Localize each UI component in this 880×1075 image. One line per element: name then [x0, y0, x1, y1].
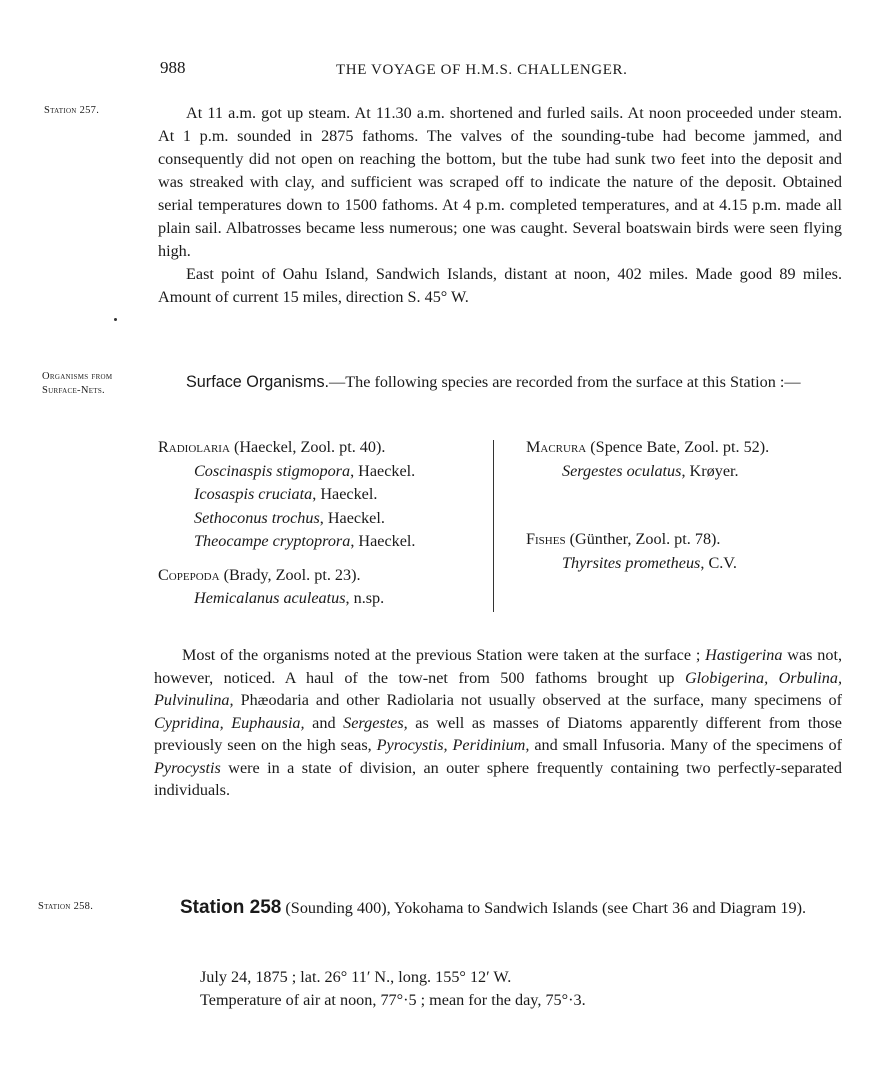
intro-text: —The following species are recorded from the surface at this Station :—: [329, 373, 801, 391]
station-258-heading: [154, 896, 842, 920]
species-item: Sethoconus trochus, Haeckel.: [194, 508, 385, 527]
page-number: 988: [160, 58, 186, 77]
ink-speck: [114, 318, 117, 321]
species-item: Hemicalanus aculeatus, n.sp.: [194, 589, 385, 607]
species-item: Coscinaspis stigmopora, Haeckel.: [194, 461, 416, 480]
column-divider: [493, 440, 494, 612]
margin-note-line: Surface-Nets.: [42, 385, 105, 396]
group-heading-macrura: Macrura (Spence Bate, Zool. pt. 52).: [526, 438, 770, 456]
running-title: THE VOYAGE OF H.M.S. CHALLENGER.: [336, 62, 628, 78]
species-item: Thyrsites prometheus, C.V.: [562, 553, 737, 572]
group-heading-fishes: Fishes (Günther, Zool. pt. 78).: [526, 530, 721, 548]
species-item: Icosaspis cruciata, Haeckel.: [194, 485, 378, 503]
paragraph: At 11 a.m. got up steam. At 11.30 a.m. shortened and furled sails. At noon proceeded under steam. At 1 p.m. sounded in 2875 fathoms. The valves of the sounding-tube had become jammed, and consequently did not open on reaching the bottom, but the tube had sunk two feet into the deposit and was streaked with clay, and sufficient was scraped off to indicate the nature of the deposit. Obtained serial temperatures down to 1500 fathoms. At 4 p.m. completed temperatures, and at 4.15 p.m. made all plain sail. Albatrosses became less numerous; one was caught. Several boatswain birds were seen flying high.: [158, 104, 842, 260]
species-column-right: [526, 436, 846, 575]
section-heading: Surface Organisms.: [186, 373, 330, 391]
station-title: Station 258: [180, 897, 282, 918]
station-date-position: July 24, 1875 ; lat. 26° 11′ N., long. 155° 12′ W.: [200, 968, 512, 986]
species-item: Sergestes oculatus, Krøyer.: [562, 461, 739, 480]
species-column-left: [158, 436, 488, 611]
margin-note-organisms: [42, 370, 112, 398]
organisms-paragraph: Most of the organisms noted at the previous Station were taken at the surface ; Hastigerina was not, however, noticed. A haul of the tow-net from 500 fathoms brought up Globigerina, Orbulina, Pulvinulina, Phæodaria and other Radiolaria not usually observed at the surface, many specimens of Cypridina, Euphausia, and Sergestes, as well as masses of Diatoms apparently different from those previously seen on the high seas, Pyrocystis, Peridinium, and small Infusoria. Many of the specimens of Pyrocystis were in a state of division, an outer sphere frequently containing two perfectly-separated individuals.: [154, 646, 843, 799]
station-257-text: [158, 102, 842, 309]
group-heading-copepoda: Copepoda (Brady, Zool. pt. 23).: [158, 565, 361, 584]
station-258-details: [200, 966, 840, 1012]
group-heading-radiolaria: Radiolaria (Haeckel, Zool. pt. 40).: [158, 438, 386, 456]
species-item: Theocampe cryptoprora, Haeckel.: [194, 532, 416, 550]
margin-note-station-257: Station 257.: [44, 105, 100, 116]
station-temperature: Temperature of air at noon, 77°·5 ; mean for the day, 75°·3.: [200, 991, 586, 1009]
margin-note-line: Organisms from: [42, 371, 113, 382]
paragraph: East point of Oahu Island, Sandwich Islands, distant at noon, 402 miles. Made good 89 miles. Amount of current 15 miles, direction S. 45° W.: [158, 265, 842, 306]
surface-organisms-intro: [158, 371, 842, 394]
station-description: (Sounding 400), Yokohama to Sandwich Islands (see Chart 36 and Diagram 19).: [281, 899, 807, 917]
margin-note-station-258: Station 258.: [38, 901, 94, 912]
